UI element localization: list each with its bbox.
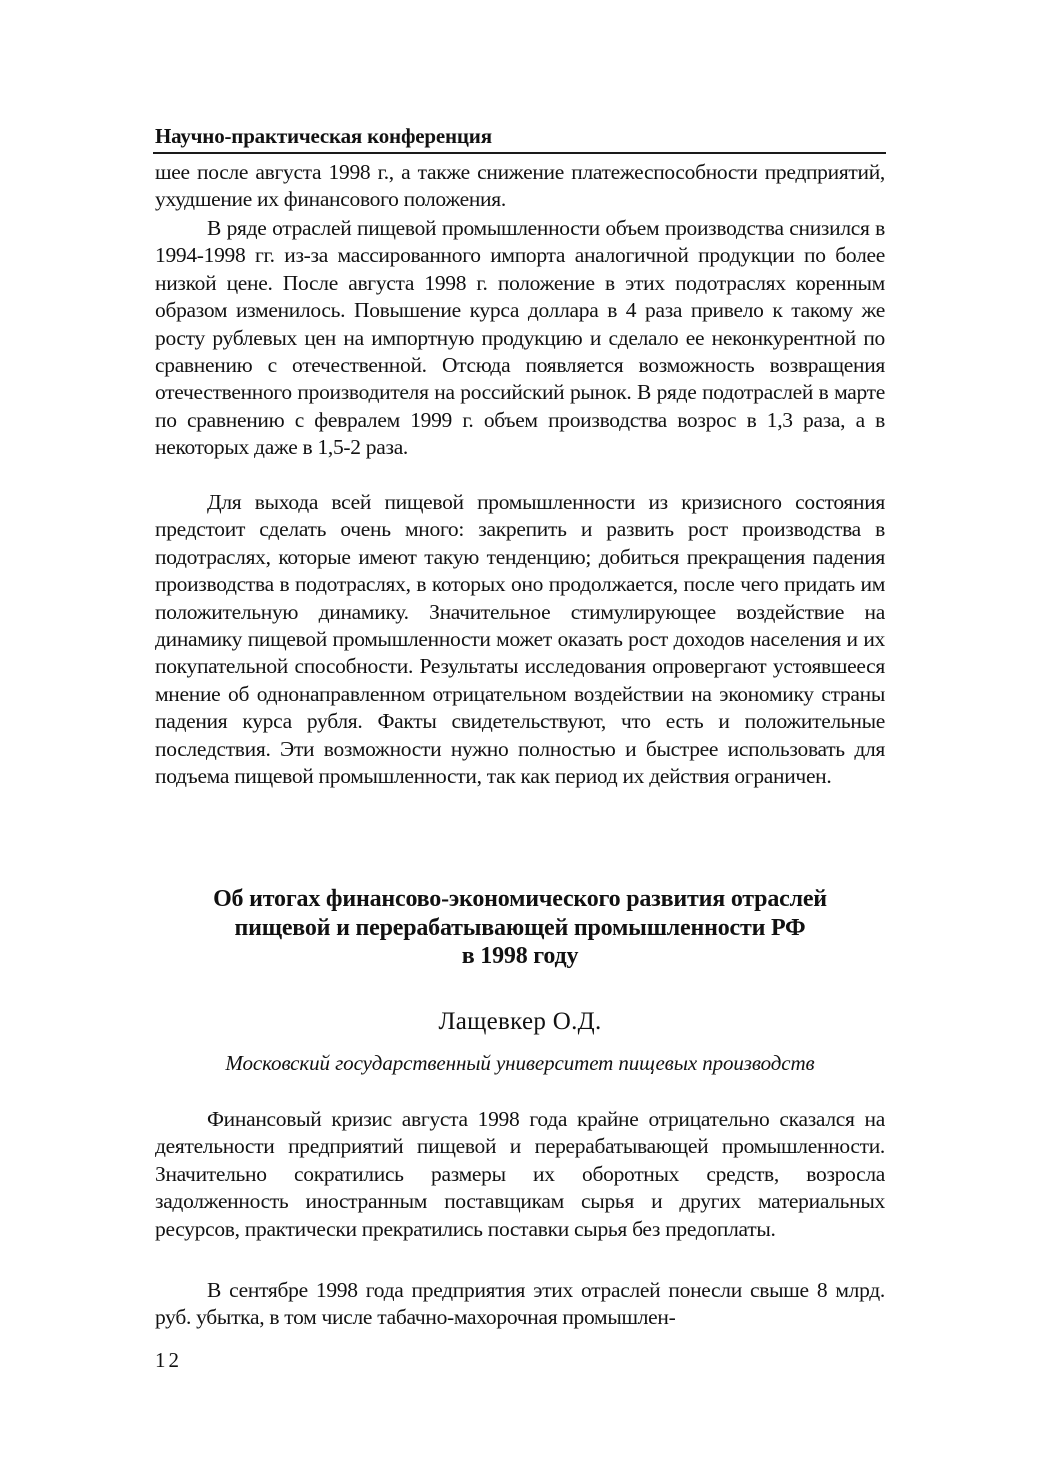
paragraph-import-text: В ряде отраслей пищевой промышленности объем производства снизился в 1994-1998 гг. из-за массированного импорта аналогичной продукции по более низкой цене. После августа 1998 г. положение в этих подотраслях коренным образом изменилось. Повышение курса доллара в 4 раза привело к такому же росту рублевых цен на импортную продукцию и сделало ее неконкурентной по сравнению с отечественной. Отсюда появляется возможность возвращения отечественного производителя на российский рынок. В ряде подотраслей в марте по сравнению с февралем 1999 г. объем производства возрос в 1,3 раза, а в некоторых даже в 1,5-2 раза. xyxy=(155,216,885,460)
article-title xyxy=(155,885,885,971)
paragraph-crisis-exit-text: Для выхода всей пищевой промышленности из кризисного состояния предстоит сделать очень много: закрепить и развить рост производства в подотраслях, которые имеют такую тенденцию; добиться прекращения падения производства в подотраслях, в которых оно продолжается, после чего придать им положительную динамику. Значительное стимулирующее воздействие на динамику пищевой промышленности может оказать рост доходов населения и их покупательной способности. Результаты исследования опровергают устоявшееся мнение об однонаправленном отрицательном воздействии на экономику страны падения курса рубля. Факты свидетельствуют, что есть и положительные последствия. Эти возможности нужно полностью и быстрее использовать для подъема пищевой промышленности, так как период их действия ограничен. xyxy=(155,490,885,789)
article-title-line: Об итогах финансово-экономического развития отраслей xyxy=(213,886,827,912)
article-author: Лащевкер О.Д. xyxy=(438,1008,602,1035)
article-title-line: пищевой и перерабатывающей промышленности РФ xyxy=(234,914,806,941)
continued-paragraph xyxy=(155,159,885,214)
article-title-line: в 1998 году xyxy=(461,943,579,969)
continued-paragraph-text: шее после августа 1998 г., а также снижение платежеспособности предприятий, ухудшение их финансового положения. xyxy=(155,160,885,212)
paragraph-crisis-exit xyxy=(155,489,885,790)
header-rule xyxy=(153,152,886,154)
running-header: Научно-практическая конференция xyxy=(155,124,492,148)
paragraph-import xyxy=(155,215,885,462)
paragraph-financial-crisis xyxy=(155,1106,885,1243)
article-affiliation: Московский государственный университет пищевых производств xyxy=(225,1051,815,1075)
paragraph-losses-text: В сентябре 1998 года предприятия этих отраслей понесли свыше 8 млрд. руб. убытка, в том числе табачно-махорочная промышлен- xyxy=(155,1278,885,1330)
paragraph-financial-crisis-text: Финансовый кризис августа 1998 года крайне отрицательно сказался на деятельности предприятий пищевой и перерабатывающей промышленности. Значительно сократились размеры их оборотных средств, возросла задолженность иностранным поставщикам сырья и других материальных ресурсов, практически прекратились поставки сырья без предоплаты. xyxy=(155,1107,885,1241)
paragraph-losses xyxy=(155,1277,885,1332)
page-number: 12 xyxy=(155,1348,182,1372)
